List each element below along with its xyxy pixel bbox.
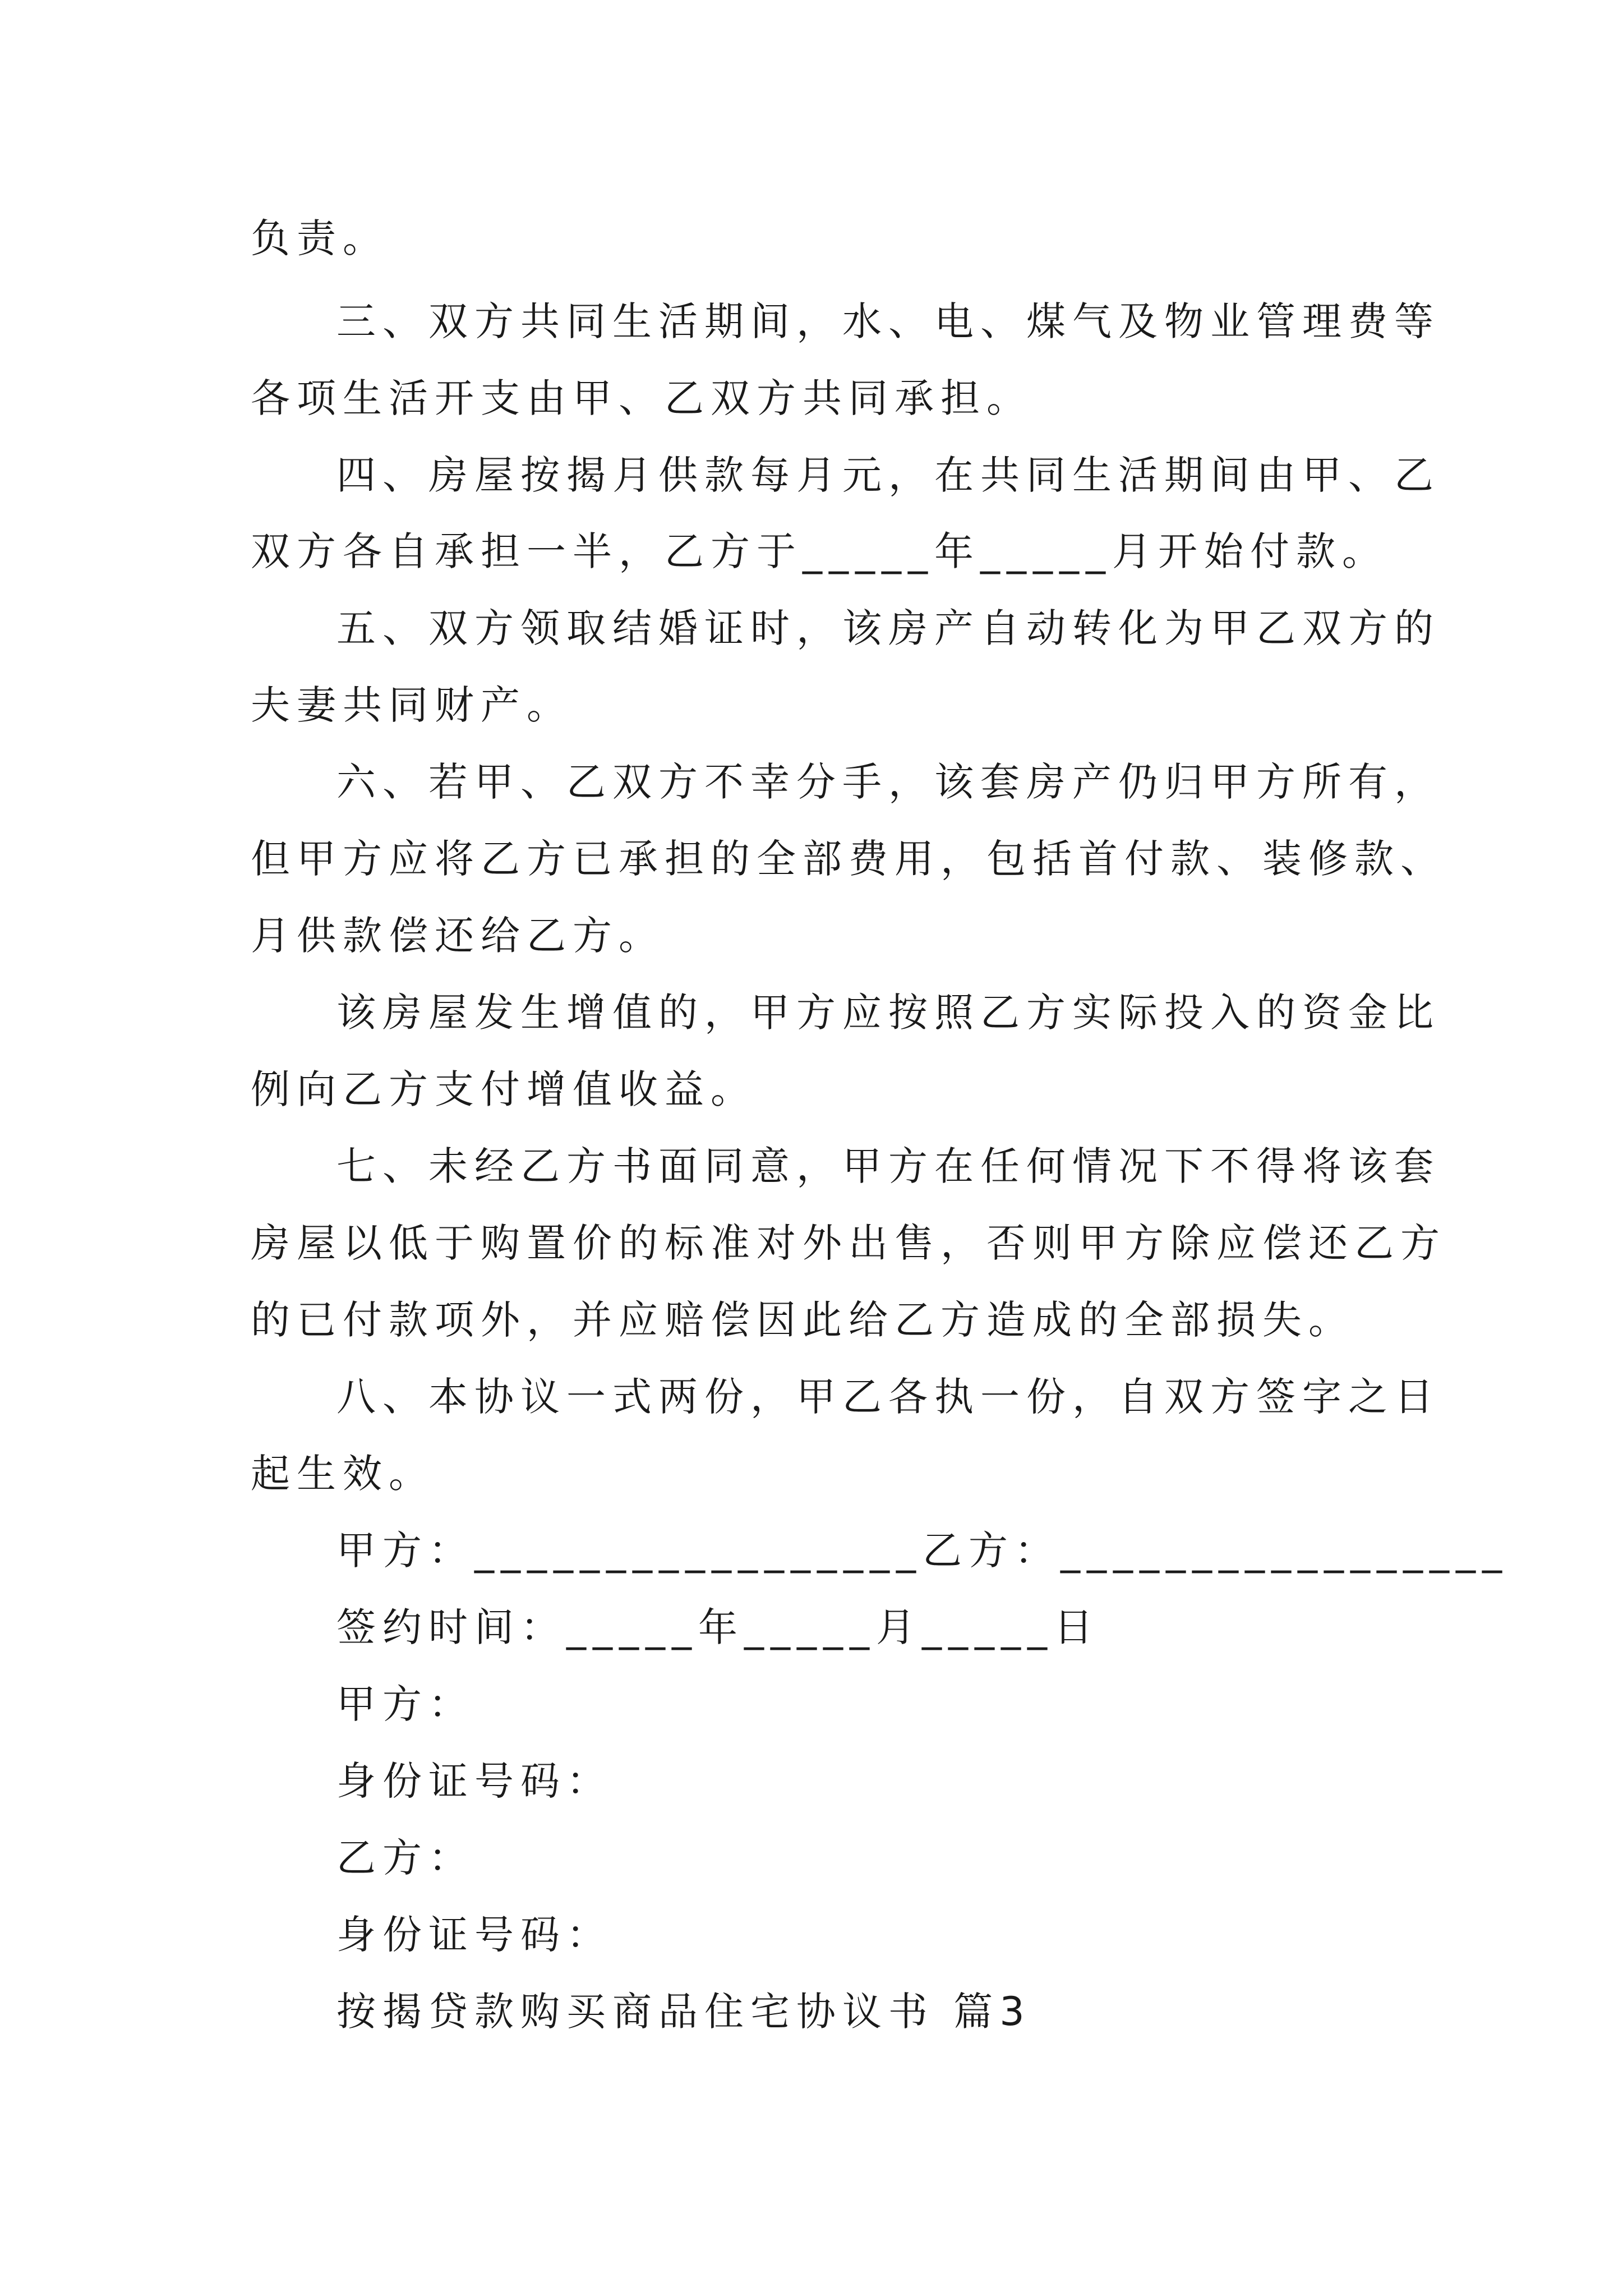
clause-3-line-2: 各项生活开支由甲、乙双方共同承担。 <box>251 375 1032 421</box>
clause-7-line-3: 的已付款项外，并应赔偿因此给乙方造成的全部损失。 <box>251 1297 1354 1343</box>
value-increase-line-2: 例向乙方支付增值收益。 <box>251 1066 757 1112</box>
party-a-id-label: 身份证号码： <box>336 1758 612 1804</box>
clause-3-line-1: 三、双方共同生活期间，水、电、煤气及物业管理费等 <box>336 298 1440 344</box>
clause-6-line-1: 六、若甲、乙双方不幸分手，该套房产仍归甲方所有， <box>336 759 1440 805</box>
clause-8-line-2: 起生效。 <box>251 1451 435 1497</box>
clause-7-line-1: 七、未经乙方书面同意，甲方在任何情况下不得将该套 <box>336 1143 1440 1189</box>
clause-4-line-2: 双方各自承担一半，乙方于_____年_____月开始付款。 <box>251 528 1388 574</box>
value-increase-line-1: 该房屋发生增值的，甲方应按照乙方实际投入的资金比 <box>336 990 1440 1036</box>
clause-5-line-2: 夫妻共同财产。 <box>251 682 573 728</box>
party-b-id-label: 身份证号码： <box>336 1912 612 1958</box>
section-title: 按揭贷款购买商品住宅协议书 篇3 <box>336 1989 1031 2035</box>
signature-line: 甲方：_________________乙方：_________________ <box>336 1527 1509 1573</box>
signing-date-line: 签约时间：_____年_____月_____日 <box>336 1604 1100 1650</box>
clause-7-line-2: 房屋以低于购置价的标准对外出售，否则甲方除应偿还乙方 <box>251 1220 1446 1266</box>
clause-5-line-1: 五、双方领取结婚证时，该房产自动转化为甲乙双方的 <box>336 605 1440 651</box>
paragraph-2-tail: 负责。 <box>251 215 389 261</box>
clause-6-line-2: 但甲方应将乙方已承担的全部费用，包括首付款、装修款、 <box>251 836 1446 882</box>
party-b-label: 乙方： <box>336 1835 474 1881</box>
clause-8-line-1: 八、本协议一式两份，甲乙各执一份，自双方签字之日 <box>336 1374 1440 1420</box>
party-a-label: 甲方： <box>336 1681 474 1727</box>
clause-4-line-1: 四、房屋按揭月供款每月元，在共同生活期间由甲、乙 <box>336 452 1440 498</box>
clause-6-line-3: 月供款偿还给乙方。 <box>251 913 665 959</box>
